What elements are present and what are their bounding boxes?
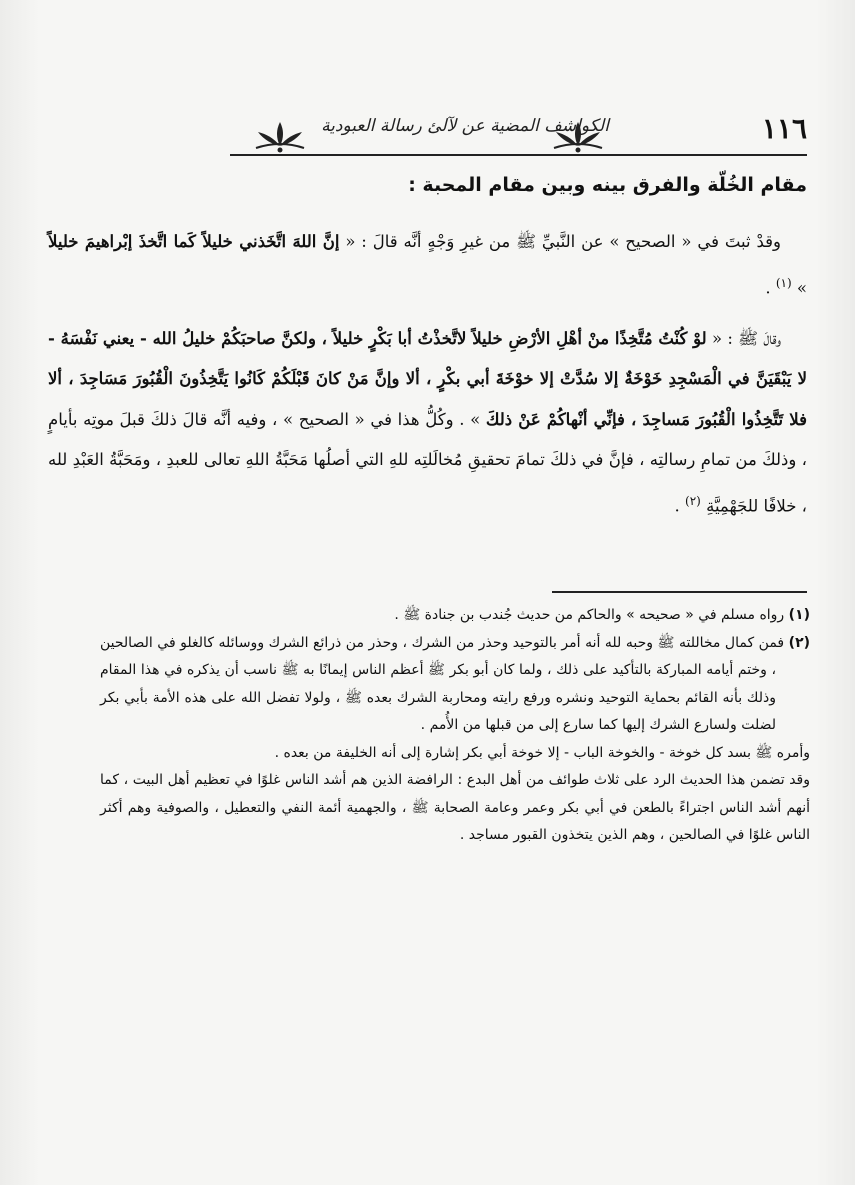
- paragraph-lead: وقدْ ثبتَ في « الصحيح » عن النَّبيِّ ﷺ من غيرِ وَجْهٍ أنَّه قالَ : «: [345, 232, 782, 251]
- paragraph-tail: » . وكُلُّ هذا في « الصحيح » ، وفيه أنَّه قالَ ذلكَ قبلَ موتِه بأيامٍ ، وذلكَ من تمامِ رسالتِه ، فإنَّ في ذلكَ تمامَ تحقيقِ مُخالَلتِه للهِ التي أصلُها مَحَبَّةُ اللهِ تعالى للعبدِ ، ومَحَبَّةُ العَبْدِ لله ، خلافًا للجَهْمِيَّةِ: [48, 409, 807, 515]
- footnote-reference: (٢): [685, 493, 701, 508]
- footnote: [100, 630, 810, 740]
- footnote-continuation: وأمره ﷺ بسد كل خوخة - والخوخة الباب - إلا خوخة أبي بكر إشارة إلى أنه الخليفة من بعده .: [274, 744, 810, 761]
- footnote-separator: [552, 591, 807, 593]
- running-title: الكواشف المضية عن لآلئ رسالة العبودية: [321, 116, 609, 136]
- footnote: [100, 602, 810, 630]
- header-rule: [230, 154, 807, 156]
- paragraph-end: .: [674, 496, 680, 515]
- footnote-mark: (٢): [788, 634, 811, 651]
- section-heading: مقام الخُلّة والفرق بينه وبين مقام المحبة :: [408, 174, 807, 196]
- paragraph: [48, 222, 807, 309]
- footnote-text: فمن كمال مخاللته ﷺ وحبه لله أنه أمر بالتوحيد وحذر من الشرك ، وحذر من ذرائع الشرك ووسائله كالغلو في الصالحين ، وختم أيامه المباركة بالتأكيد على ذلك ، ولما كان أبو بكر ﷺ أعظم الناس إيمانًا به ﷺ ناسب أن يذكره في هذا المقام وذلك بأنه القائم بحماية التوحيد ونشره ورفع رايته ومحاربة الشرك بعده ﷺ ، ولولا تفضل الله على هذه الأمة بأبي بكر لضلت ولسارع الشرك إليها كما سارع إلى من قبلها من الأُمم .: [100, 634, 785, 733]
- paragraph-end: .: [765, 278, 771, 297]
- paragraph: [48, 319, 807, 527]
- footnote-continuation: وقد تضمن هذا الحديث الرد على ثلاث طوائف من أهل البدع : الرافضة الذين هم أشد الناس غلوًا في تعظيم أهل البيت ، كما أنهم أشد الناس اجتراءً بالطعن في أبي بكر وعمر وعامة الصحابة ﷺ ، والجهمية أئمة النفي والتعطيل ، والصوفية وهم أكثر الناس غلوًا في الصالحين ، وهم الذين يتخذون القبور مساجد .: [100, 772, 810, 843]
- paragraph-tail: »: [791, 278, 807, 297]
- floral-ornament-icon: [250, 118, 310, 154]
- footnote-mark: (١): [788, 607, 810, 623]
- footnote-text: رواه مسلم في « صحيحه » والحاكم من حديث جُندب بن جنادة ﷺ .: [394, 607, 785, 623]
- hadith-quote: إنَّ اللهَ اتَّخَذني خليلاً كَما اتَّخذَ إبْراهيمَ خليلاً: [48, 232, 340, 251]
- hadith-quote: لوْ كُنْتُ مُتَّخِذًا منْ أهْلِ الأرْضِ خليلاً لاتَّخذْتُ أبا بَكْرٍ خليلاً ، ولكنَّ صاحبَكُمْ خليلُ الله - يعني نَفْسَهُ - لا يَبْقَيَنَّ في الْمَسْجِدِ خَوْخَةٌ إلا سُدَّتْ إلا خوْخَةَ أبي بكْرٍ ، ألا وإنَّ مَنْ كانَ قَبْلَكُمْ كَانُوا يَتَّخِذُونَ الْقُبُورَ مَسَاجِدَ ، ألا فلا تَتَّخِذُوا الْقُبُورَ مَساجِدَ ، فإنِّي أنْهاكُمْ عَنْ ذلكَ: [48, 328, 808, 429]
- main-text: [48, 222, 807, 537]
- paragraph-lead: وقالَ ﷺ : «: [711, 328, 781, 348]
- page-number: ١١٦: [761, 112, 807, 145]
- footnote-reference: (١): [775, 275, 792, 290]
- footnotes: [100, 602, 810, 850]
